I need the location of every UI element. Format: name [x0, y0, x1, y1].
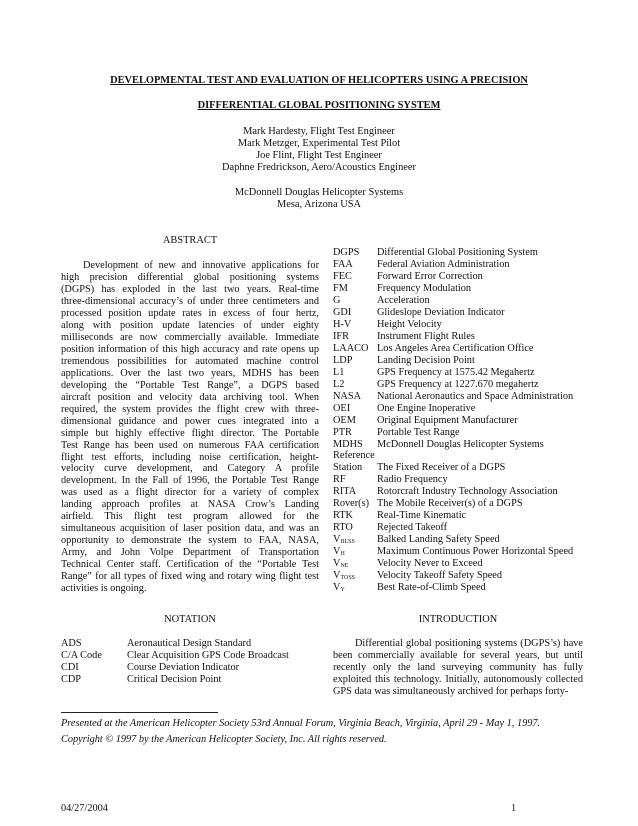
abbreviation-row — [333, 439, 583, 451]
paragraph-line: recently only the land surveying community has fully — [333, 661, 583, 673]
paragraph-line: landing approach profiles at NASA Crow’s Landing — [61, 499, 319, 511]
notation-row — [61, 662, 319, 674]
author-2: Mark Metzger, Experimental Test Pilot — [237, 138, 401, 149]
notation-row — [61, 674, 319, 686]
abbreviation-row — [333, 403, 583, 415]
notation-row-value: Aeronautical Design Standard — [127, 638, 252, 649]
abbreviation-row — [333, 474, 583, 486]
abbreviation-row-key: $V_Y$ — [333, 582, 345, 594]
notation-row-value: Critical Decision Point — [127, 673, 222, 685]
abbreviation-row — [333, 450, 583, 462]
abbreviation-row-key: IFR — [333, 330, 350, 342]
abbreviation-row-value: Portable Test Range — [377, 426, 460, 438]
abbreviation-row-key: NASA — [333, 390, 362, 402]
paragraph-line: GPS data was simultaneously archived for perhaps forty- — [333, 685, 569, 697]
paragraph-line: been commercially available for several years, but until — [333, 649, 583, 661]
affiliation: McDonnell Douglas Helicopter Systems — [234, 187, 404, 198]
notation-heading: NOTATION — [164, 614, 216, 625]
author-1: Mark Hardesty, Flight Test Engineer — [243, 126, 395, 137]
introduction-heading: INTRODUCTION — [418, 614, 498, 625]
paragraph-line: along with position update latencies of under eighty — [61, 319, 319, 331]
abbreviation-row-key: FM — [333, 282, 348, 294]
abbreviation-row-key: OEI — [333, 402, 351, 414]
abbreviation-row-value: Real-Time Kinematic — [377, 510, 467, 522]
paragraph-line: airfield. This flight test program allowed for the — [61, 511, 319, 523]
abbreviation-row — [333, 427, 583, 439]
footnote — [61, 716, 540, 747]
abbreviation-row — [333, 391, 583, 403]
abbreviation-row — [333, 570, 583, 582]
paragraph-line: was used as a flight director for a variety of complex — [61, 487, 319, 499]
notation-row-key: CDI — [61, 661, 79, 673]
notation-row-key: ADS — [61, 638, 82, 649]
abbreviation-row — [333, 271, 583, 283]
paragraph-line: (DGPS) has exploded in the last two years. Real-time — [61, 283, 319, 295]
abbreviation-row-key: RTK — [333, 510, 353, 522]
abbreviation-row-value: Acceleration — [377, 294, 430, 306]
abbreviation-row — [333, 415, 583, 427]
abstract-body — [61, 260, 319, 595]
abbreviation-row — [333, 558, 583, 570]
abbreviation-row-value: Rejected Takeoff — [377, 522, 448, 534]
abbreviation-row-key: $V_{NE}$ — [333, 558, 349, 570]
abbreviation-row-value: McDonnell Douglas Helicopter Systems — [377, 438, 544, 450]
abbreviation-row-value: Landing Decision Point — [377, 354, 475, 366]
abbreviation-row-value: Balked Landing Safety Speed — [377, 534, 500, 546]
abbreviation-row-value: Los Angeles Area Certification Office — [377, 342, 534, 354]
abbreviation-row-value: Frequency Modulation — [377, 282, 472, 294]
abbreviation-row-value: Original Equipment Manufacturer — [377, 414, 518, 426]
abbreviation-row-key-subscript: Y — [340, 587, 345, 594]
paragraph-line: Army, and John Volpe Department of Transportation — [61, 547, 319, 559]
abbreviation-row — [333, 247, 583, 259]
paragraph-line: processed position update rates in excess of four hertz, — [61, 307, 319, 319]
abbreviation-row-value: Height Velocity — [377, 318, 442, 330]
paragraph-line: activities is ongoing. — [61, 583, 147, 595]
paragraph-line: simple but highly effective flight director. The Portable — [61, 427, 319, 439]
abbreviation-row — [333, 331, 583, 343]
abbreviation-row-value: The Mobile Receiver(s) of a DGPS — [377, 498, 523, 510]
abbreviation-row-key: RF — [333, 474, 346, 486]
abbreviation-row-key: RITA — [333, 486, 357, 498]
abbreviation-row-key: LDP — [333, 354, 353, 366]
notation-row-key: C/A Code — [61, 649, 102, 661]
abbreviation-row — [333, 522, 583, 534]
paragraph-line: position information of this high accuracy and rate opens up — [61, 343, 319, 355]
paper-title-line1: DEVELOPMENTAL TEST AND EVALUATION OF HELICOPTERS USING A PRECISION — [110, 75, 528, 86]
abbreviation-row — [333, 295, 583, 307]
location: Mesa, Arizona USA — [277, 199, 361, 210]
paragraph-line: applications. Over the last two years, MDHS has been — [61, 367, 319, 379]
paragraph-line: velocity curve development, and Category A profile — [61, 463, 319, 475]
abbreviation-row — [333, 307, 583, 319]
footnote-rule — [61, 712, 218, 713]
notation-row — [61, 650, 319, 662]
abbreviation-row-key: Station — [333, 462, 363, 474]
introduction-body — [333, 638, 583, 698]
footer-date: 04/27/2004 — [61, 803, 108, 814]
abbreviation-row — [333, 379, 583, 391]
paragraph-line: required, the system provides the flight crew with three- — [61, 403, 319, 415]
abbreviation-row-value: Forward Error Correction — [377, 270, 483, 282]
abbreviation-row — [333, 259, 583, 271]
abbreviation-row-value: One Engine Inoperative — [377, 402, 476, 414]
paragraph-line: simultaneous acquisition of laser position data, and was an — [61, 523, 319, 535]
paragraph-line: high precision differential global positioning systems — [61, 271, 319, 283]
abbreviation-row-key: RTO — [333, 522, 353, 534]
abbreviation-row — [333, 355, 583, 367]
abbreviation-row-value: GPS Frequency at 1575.42 Megahertz — [377, 366, 535, 378]
abbreviation-row-key: L2 — [333, 378, 345, 390]
paragraph-line: three-dimensional accuracy’s of under three centimeters and — [61, 295, 319, 307]
abbreviation-row-value: Velocity Never to Exceed — [377, 558, 483, 570]
paragraph-line: Differential global positioning systems (DGPS’s) have — [355, 638, 583, 649]
paragraph-line: developing the “Portable Test Range”, a DGPS based — [61, 379, 319, 391]
paragraph-line: exploited this technology. Initially, autonomously collected — [333, 673, 583, 685]
abbreviation-row-key: DGPS — [333, 247, 360, 258]
abbreviation-row-key: $V_H$ — [333, 546, 345, 558]
paragraph-line: milliseconds are now commercially available. Immediate — [61, 331, 319, 343]
abbreviation-row-key-subscript: TOSS — [340, 575, 356, 582]
abbreviation-row-key: MDHS — [333, 438, 363, 450]
abbreviation-row-key: FEC — [333, 270, 352, 282]
notation-row-value: Course Deviation Indicator — [127, 661, 240, 673]
abbreviation-row — [333, 498, 583, 510]
paragraph-line: Development of new and innovative applications for — [83, 260, 319, 271]
abbreviation-row-key: FAA — [333, 258, 353, 270]
abbreviation-row-value: Best Rate-of-Climb Speed — [377, 582, 486, 594]
abbreviation-row — [333, 582, 583, 594]
notation-row-key: CDP — [61, 673, 82, 685]
abbreviation-row — [333, 534, 583, 546]
author-3: Joe Flint, Flight Test Engineer — [256, 150, 382, 161]
abbreviation-row — [333, 462, 583, 474]
abbreviation-row-key: $V_{BLSS}$ — [333, 534, 355, 546]
abbreviation-row-key: LAACO — [333, 342, 369, 354]
abbreviation-row-value: Differential Global Positioning System — [377, 247, 538, 258]
abbreviation-row-value: Federal Aviation Administration — [377, 258, 510, 270]
abbreviation-row-key-subscript: NE — [340, 563, 349, 570]
abbreviation-row-key: GDI — [333, 306, 352, 318]
paragraph-line: Test Range has been used on numerous FAA certification — [61, 439, 319, 451]
paragraph-line: Technical Center staff. Certification of the “Portable Test — [61, 559, 319, 571]
abbreviation-list — [333, 247, 583, 594]
footnote-line-2: Copyright © 1997 by the American Helicopter Society, Inc. All rights reserved. — [61, 733, 387, 745]
footnote-line-1: Presented at the American Helicopter Society 53rd Annual Forum, Virginia Beach, Virginia, April 29 - May 1, 1997. — [61, 718, 541, 729]
abbreviation-row-value: Glideslope Deviation Indicator — [377, 306, 505, 318]
abbreviation-row-key: PTR — [333, 426, 352, 438]
notation-row-value: Clear Acquisition GPS Code Broadcast — [127, 649, 289, 661]
abbreviation-row-key: Reference — [333, 450, 375, 462]
paragraph-line: dimensional guidance and power cues integrated into a — [61, 415, 319, 427]
notation-row — [61, 638, 319, 650]
abbreviation-row — [333, 546, 583, 558]
page-number: 1 — [511, 803, 517, 814]
paragraph-line: aircraft position and velocity data archiving tool. When — [61, 391, 319, 403]
abbreviation-row — [333, 319, 583, 331]
author-4: Daphne Fredrickson, Aero/Acoustics Engineer — [222, 162, 416, 173]
paragraph-line: flight test efforts, including noise certification, height- — [61, 451, 319, 463]
abbreviation-row-value: National Aeronautics and Space Administration — [377, 390, 574, 402]
abbreviation-row — [333, 486, 583, 498]
abbreviation-row-key: H-V — [333, 318, 352, 330]
abbreviation-row-value: Velocity Takeoff Safety Speed — [377, 570, 502, 582]
notation-list — [61, 638, 319, 686]
abbreviation-row — [333, 510, 583, 522]
abbreviation-row — [333, 283, 583, 295]
abbreviation-row-value: GPS Frequency at 1227.670 megahertz — [377, 378, 539, 390]
abbreviation-row-value: Rotorcraft Industry Technology Association — [377, 486, 558, 498]
abbreviation-row-key-subscript: H — [340, 551, 345, 558]
abbreviation-row — [333, 343, 583, 355]
abbreviation-row-value: The Fixed Receiver of a DGPS — [377, 462, 506, 474]
abbreviation-row-key: L1 — [333, 366, 345, 378]
abbreviation-row-value: Instrument Flight Rules — [377, 330, 475, 342]
paper-title-line2: DIFFERENTIAL GLOBAL POSITIONING SYSTEM — [197, 100, 441, 111]
paragraph-line: opportunity to demonstrate the system to FAA, NASA, — [61, 535, 319, 547]
abbreviation-row-value: Radio Frequency — [377, 474, 448, 486]
paragraph-line: tremendous possibilities for automated machine control — [61, 355, 319, 367]
abbreviation-row-key: OEM — [333, 414, 356, 426]
paragraph-line: Range” for all types of fixed wing and rotary wing flight test — [61, 571, 319, 583]
abbreviation-row-value: Maximum Continuous Power Horizontal Speed — [377, 546, 574, 558]
abbreviation-row — [333, 367, 583, 379]
paragraph-line: development. In the Fall of 1996, the Portable Test Range — [61, 475, 319, 487]
abbreviation-row-key-subscript: BLSS — [340, 539, 355, 546]
abbreviation-row-key: Rover(s) — [333, 498, 370, 510]
abbreviation-row-key: G — [333, 294, 341, 306]
abstract-heading: ABSTRACT — [162, 235, 218, 246]
abbreviation-row-key: $V_{TOSS}$ — [333, 570, 356, 582]
